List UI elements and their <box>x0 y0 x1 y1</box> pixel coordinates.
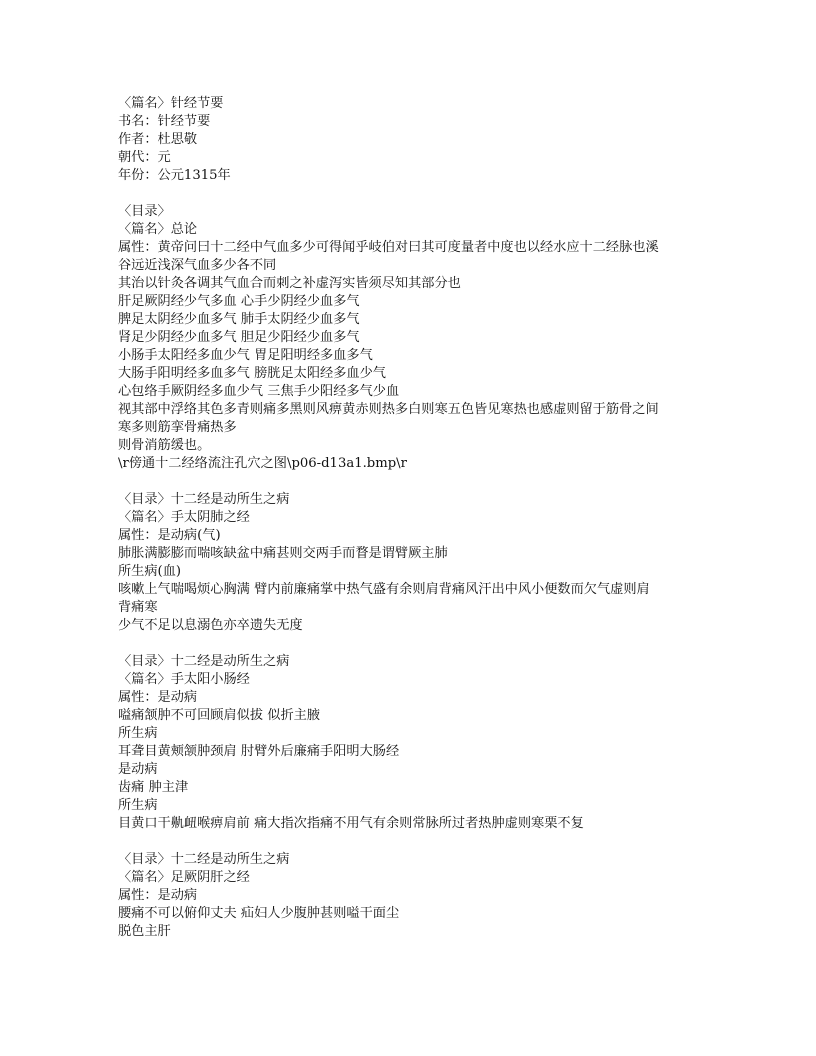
text-line: 年份：公元1315年 <box>118 168 231 183</box>
text-line: 脾足太阴经少血多气 肺手太阴经少血多气 <box>118 312 360 327</box>
text-line: 咳嗽上气喘喝烦心胸满 臂内前廉痛掌中热气盛有余则肩背痛风汗出中风小便数而欠气虚则肩 <box>118 582 650 597</box>
text-line: 所生病 <box>118 798 158 813</box>
heading-line: 〈篇名〉针经节要 <box>118 96 224 111</box>
text-line: 小肠手太阳经多血少气 胃足阳明经多血多气 <box>118 348 373 363</box>
text-line: 所生病 <box>118 726 158 741</box>
text-line: 寒多则筋挛骨痛热多 <box>118 420 237 435</box>
text-line: 肺胀满膨膨而喘咳缺盆中痛甚则交两手而瞀是谓臂厥主肺 <box>118 546 448 561</box>
document-body <box>118 95 659 941</box>
text-line: 腰痛不可以俯仰丈夫 疝妇人少腹肿甚则嗌干面尘 <box>118 906 400 921</box>
heading-line: 〈目录〉十二经是动所生之病 <box>118 852 290 867</box>
text-line: \r傍通十二经络流注孔穴之图\p06-d13a1.bmp\r <box>118 456 407 471</box>
heading-line: 〈目录〉十二经是动所生之病 <box>118 654 290 669</box>
text-line: 书名：针经节要 <box>118 114 211 129</box>
text-line: 作者：杜思敬 <box>118 132 198 147</box>
text-line: 少气不足以息溺色亦卒遗失无度 <box>118 618 303 633</box>
heading-line: 〈篇名〉手太阳小肠经 <box>118 672 250 687</box>
text-line: 其治以针灸各调其气血合而刺之补虚泻实皆须尽知其部分也 <box>118 276 461 291</box>
blank-line <box>118 833 659 851</box>
heading-line: 〈目录〉 <box>118 204 171 219</box>
text-line: 属性：是动病 <box>118 690 198 705</box>
text-line: 谷远近浅深气血多少各不同 <box>118 258 277 273</box>
text-line: 属性：是动病 <box>118 888 198 903</box>
text-line: 是动病 <box>118 762 158 777</box>
text-line: 齿痛 肿主津 <box>118 780 189 795</box>
blank-line <box>118 473 659 491</box>
heading-line: 〈篇名〉总论 <box>118 222 198 237</box>
heading-line: 〈篇名〉足厥阴肝之经 <box>118 870 250 885</box>
text-line: 心包络手厥阴经多血少气 三焦手少阳经多气少血 <box>118 384 400 399</box>
text-line: 大肠手阳明经多血多气 膀胱足太阳经多血少气 <box>118 366 386 381</box>
text-line: 朝代：元 <box>118 150 171 165</box>
text-line: 视其部中浮络其色多青则痛多黑则风痹黄赤则热多白则寒五色皆见寒热也感虚则留于筋骨之间 <box>118 402 659 417</box>
text-line: 脱色主肝 <box>118 924 171 939</box>
heading-line: 〈目录〉十二经是动所生之病 <box>118 492 290 507</box>
text-line: 肾足少阴经少血多气 胆足少阳经少血多气 <box>118 330 360 345</box>
blank-line <box>118 185 659 203</box>
text-line: 属性：是动病(气) <box>118 528 221 543</box>
text-line: 属性：黄帝问曰十二经中气血多少可得闻乎岐伯对曰其可度量者中度也以经水应十二经脉也溪 <box>118 240 659 255</box>
text-line: 所生病(血) <box>118 564 182 579</box>
text-line: 则骨消筋缓也。 <box>118 438 211 453</box>
text-line: 耳聋目黄颊颔肿颈肩 肘臂外后廉痛手阳明大肠经 <box>118 744 400 759</box>
text-line: 背痛寒 <box>118 600 158 615</box>
blank-line <box>118 635 659 653</box>
text-line: 肝足厥阴经少气多血 心手少阴经少血多气 <box>118 294 360 309</box>
text-line: 目黄口干鼽衄喉痹肩前 痛大指次指痛不用气有余则常脉所过者热肿虚则寒栗不复 <box>118 816 584 831</box>
text-line: 嗌痛颔肿不可回顾肩似拔 似折主腋 <box>118 708 321 723</box>
heading-line: 〈篇名〉手太阴肺之经 <box>118 510 250 525</box>
